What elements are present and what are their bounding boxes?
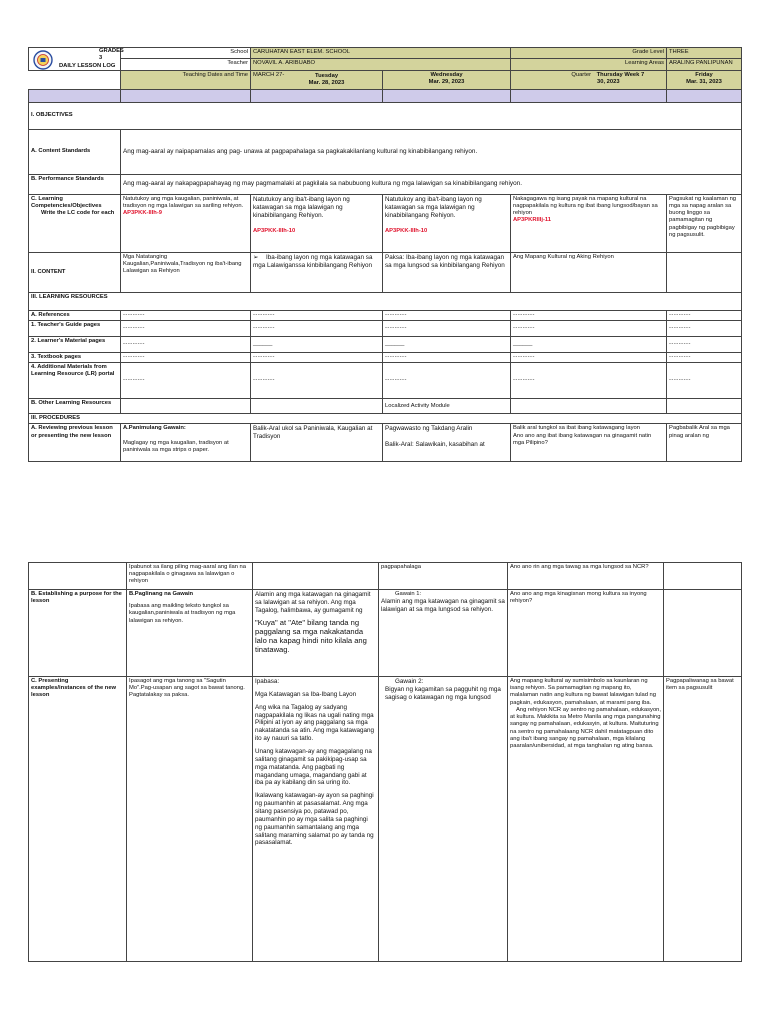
examples-wednesday: Gawain 2: Bigyan ng kagamitan sa pagguhit ng mga sagisag o katawagan ng mga lungsod	[379, 677, 508, 962]
learning-resources-heading: III. LEARNING RESOURCES	[29, 292, 742, 310]
competency-wednesday: Natutukoy ang iba't-ibang layon ng katawagan sa mga lalawigan ng kinabibilangang Rehiyon. AP3PKK-IIIh-10	[383, 194, 511, 252]
examples-monday: Ipasagot ang mga tanong sa "Sagutin Mo".Pag-usapan ang sagot sa bawat tanong. Pagtatalakay sa paksa.	[127, 677, 253, 962]
review-tuesday: Balik-Aral ukol sa Paniniwala, Kaugalian at Tradisyon	[251, 424, 383, 462]
examples-friday: Pagpapaliwanag sa bawat item sa pagsusulit	[664, 677, 742, 962]
review-monday: A.Panimulang Gawain: Maglagay ng mga kaugalian, tradisyon at paniniwala sa mga strips o paper.	[121, 424, 251, 462]
content-label: II. CONTENT	[29, 252, 121, 292]
other-resources-wednesday: Localized Activity Module	[383, 399, 511, 414]
arrow-bullet-icon: ➢	[253, 253, 259, 261]
content-wednesday: Paksa: Iba-ibang layon ng mga katawagan sa mga lungsod sa kinbibilangang Rehiyon	[383, 252, 511, 292]
learning-areas-label: Learning Areas	[511, 59, 667, 71]
competency-tuesday: Natutukoy ang iba't-ibang layon ng katawagan sa mga lalawigan ng kinabibilangang Rehiyon. AP3PKK-IIIh-10	[251, 194, 383, 252]
grade-level-label: Grade Level	[511, 48, 667, 59]
additional-materials-label: 4. Additional Materials from Learning Resource (LR) portal	[29, 363, 121, 399]
quarter-cell: Quarter Thursday Week 7 30, 2023	[511, 71, 667, 90]
wednesday-header: Wednesday Mar. 29, 2023	[383, 71, 511, 90]
content-monday: Mga Natatanging Kaugalian,Paniniwala,Tradisyon ng iba't-ibang Lalawigan sa Rehiyon	[121, 252, 251, 292]
deped-logo-cell	[29, 48, 124, 71]
competency-monday: Natutukoy ang mga kaugalian, paniniwala, at tradisyon ng mga lalawigan sa sariling rehiyon. AP3PKK-IIIh-9	[121, 194, 251, 252]
textbook-pages-label: 3. Textbook pages	[29, 352, 121, 362]
review-continued-monday: Ipabunot sa ilang piling mag-aaral ang ilan na nagpapakilala o ginagawa sa lalawigan o rehiyon	[127, 563, 253, 590]
dll-table-page-2	[28, 562, 742, 962]
review-wednesday: Pagwawasto ng Takdang Aralin Balik-Aral: Salawikain, kasabihan at	[383, 424, 511, 462]
examples-tuesday: Ipabasa: Mga Katawagan sa Iba-Ibang Layon Ang wika na Tagalog ay sadyang nagpapakilala ng likas na ugali nating mga Pilipini at iyon ay ang paggalang sa mga nakatatanda sa atin. Ang mga katawagang ito ay nauuri sa tatlo. Unang katawagan-ay ang magagalang na salitang ginagamit sa pakikipag-usap sa mga matatanda. Ang pagbati ng magandang umaga, magandang gabi at iba pa ay kabilang din sa uring ito. Ikalawang katawagan-ay ayon sa paghingi ng paumanhin at pasasalamat. Ang mga sitang pasensiya po, patawad po, paumanhin po ay mga salita sa paghingi ng paumanhin samantalang ang mga salitang maraming salamat po ay tanda ng pasasalamat.	[253, 677, 379, 962]
friday-header: Friday Mar. 31, 2023	[667, 71, 742, 90]
content-thursday: Ang Mapang Kultural ng Aking Rehiyon	[511, 252, 667, 292]
content-tuesday: ➢ Iba-ibang layon ng mga katawagan sa mga Lalawiganssa kinbibilangang Rehiyon	[251, 252, 383, 292]
deped-seal-icon	[33, 50, 53, 70]
references-label: A. References	[29, 310, 121, 320]
establishing-purpose-label: B. Establishing a purpose for the lesson	[29, 590, 127, 677]
teacher-value: NOVAVIL A. ARIBUABO	[251, 59, 511, 71]
objectives-heading: I. OBJECTIVES	[29, 102, 742, 129]
competency-thursday: Nakagagawa ng isang payak na mapang kultural na nagpapakilala ng kultura ng ibat ibang lungsod/bayan sa rehiyon AP3PKRIIIj-11	[511, 194, 667, 252]
learning-areas-value: ARALING PANLIPUNAN	[667, 59, 742, 71]
teaching-dates-value: MARCH 27- Tuesday Mar. 28, 2023	[251, 71, 383, 90]
presenting-examples-label: C. Presenting examples/instances of the new lesson	[29, 677, 127, 962]
examples-thursday: Ang mapang kultural ay sumisimbolo sa kaunlaran ng isang rehiyon. Sa pamamagitan ng mapang ito, malalaman natin ang kultura ng bawat lalawigan tulad ng pagkain, edukasyon, pamahalaan, at marami pang iba. Ang rehiyon NCR ay sentro ng pamahalaan, edukasyon, at kultura. Makikita sa Metro Manila ang mga pangunahing sangay ng pamahalaan, edukasyin, at kultura. Maituturing na sentro ng pamahalaang NCR dahil matatagpuan dito ang iba't ibang sangay ng pamahalaan, mga kilalang paaralan/unibersidad, at mga tanghalan ng ating bansa.	[508, 677, 664, 962]
grade-title: GRADES 3	[99, 48, 124, 62]
performance-standards-text: Ang mag-aaral ay nakapagpapahayag ng may pagmamalaki at pagkilala sa nabubuong kultura ng mga lalawigan sa kinabibilangang rehiyon.	[121, 174, 742, 194]
learners-material-label: 2. Learner's Material pages	[29, 336, 121, 352]
procedures-heading: III. PROCEDURES	[29, 414, 742, 424]
performance-standards-label: B. Performance Standards	[29, 174, 121, 194]
review-thursday: Balik aral tungkol sa ibat ibang katawagang layon Ano ano ang ibat ibang katawagan na ginagamit natin mga Pilipino?	[511, 424, 667, 462]
school-value: CARUHATAN EAST ELEM. SCHOOL	[251, 48, 511, 59]
review-friday: Pagbabalik Aral sa mga pinag aralan ng	[667, 424, 742, 462]
tuesday-header: Tuesday Mar. 28, 2023	[308, 73, 345, 87]
blank-header-cell	[29, 71, 121, 90]
purpose-tuesday: Alamin ang mga katawagan na ginagamit sa lalawigan at sa rehiyon. Ang mga Tagalog, halimbawa, ay gumagamit ng "Kuya" at "Ate" bilang tanda ng paggalang sa mga nakakatanda lalo na kapag hindi nito kilala ang tinatawag.	[253, 590, 379, 677]
purpose-thursday: Ano ano ang mga kinagisnan mong kultura sa inyong rehiyon?	[508, 590, 664, 677]
purpose-wednesday: Gawain 1: Alamin ang mga katawagan na ginagamit sa lalawigan at sa mga lungsod sa rehiyon.	[379, 590, 508, 677]
reviewing-lesson-label: A. Reviewing previous lesson or presenting the new lesson	[29, 424, 121, 462]
content-standards-label: A. Content Standards	[29, 129, 121, 174]
teaching-dates-label: Teaching Dates and Time	[121, 71, 251, 90]
teacher-label: Teacher	[121, 59, 251, 71]
purpose-monday: B.Paglinang na Gawain Ipabasa ang maikling teksto tungkol sa kaugalian,paniniwala at tradisyon ng mga lalawigan sa rehiyon.	[127, 590, 253, 677]
content-standards-text: Ang mag-aaral ay naipapamalas ang pag- unawa at pagpapahalaga sa pagkakakilanlang kultural ng kinabibilangang rehiyon.	[121, 129, 742, 174]
school-label: School	[121, 48, 251, 59]
other-resources-label: B. Other Learning Resources	[29, 399, 121, 414]
grade-level-value: THREE	[667, 48, 742, 59]
dll-table-page-1: GRADES 3 DAILY LESSON LOG School CARUHATAN EAST ELEM. SCHOOL Grade Level THREE Teacher NOVAVIL A. ARIBUABO Learning Areas ARALING PANLIPUNAN Teaching Dates and Time MARCH 27- Tuesday Mar. 28, 2023 Wednesday Mar. 29, 2023 Quarter Thursday Week 7 30, 2023 Friday Mar. 31, 2023 I. OBJECTIVES A. Content Standards Ang mag-aaral ay naipapamalas ang pag- unawa at pagpapahalaga sa pagkakakilanlang kultural ng kinabibilangang rehiyon. B. Performance Standards Ang mag-aaral ay nakapagpapahayag ng may pagmamalaki at pagkilala sa nabubuong kultura ng mga lalawigan sa kinabibilangang rehiyon. C. Learning Competencies/Objectives Write the LC code for each Natutukoy ang mga kaugalian, paniniwala, at tradisyon ng mga lalawigan sa sariling rehiyon. AP3PKK-IIIh-9 Natutukoy ang iba't-ibang layon ng katawagan sa mga lalawigan ng kinabibilangang Rehiyon. AP3PKK-IIIh-10 Natutukoy ang iba't-ibang layon ng katawagan sa mga lalawigan ng kinabibilangang Rehiyon. AP3PKK-IIIh-10 Nakagagawa ng isang payak na mapang kultural na nagpapakilala ng kultura ng ibat ibang lungsod/bayan sa rehiyon AP3PKRIIIj-11 Pagsukat ng kaalaman ng mga sa napag aralan sa buong linggo sa pamamagitan ng pagbibigay ng pagbibigay ng pagsusulit. II. CONTENT Mga Natatanging Kaugalian,Paniniwala,Tradisyon ng iba't-ibang Lalawigan sa Rehiyon ➢ Iba-ibang layon ng mga katawagan sa mga Lalawiganssa kinbibilangang Rehiyon Paksa: Iba-ibang layon ng mga katawagan sa mga lungsod sa kinbibilangang Rehiyon Ang Mapang Kultural ng Aking Rehiyon III. LEARNING RESOURCES A. References --------- --------- --------- --------- --------- 1. Teacher's Guide pages --------- --------- --------- --------- --------- 2. Learner's Material pages --------- ______ ______ ______ --------- 3. Textbook pages --------- --------- --------- --------- --------- 4. Additional Materials from Learning Resource (LR) portal --------- --------- --------- --------- --------- B. Other Learning Resources Localized Activity Module III. PROCEDURES A. Reviewing previous lesson or presenting the new lesson A.Panimulang Gawain: Maglagay ng mga kaugalian, tradisyon at paniniwala sa mga strips o paper. Balik-Aral ukol sa Paniniwala, Kaugalian at Tradisyon Pagwawasto ng Takdang Aralin Balik-Aral: Salawikain, kasabihan at Balik aral tungkol sa ibat ibang katawagang layon Ano ano ang ibat ibang katawagan na ginagamit natin mga Pilipino? Pagbabalik Aral sa mga pinag aralan ng	[28, 47, 742, 462]
teachers-guide-label: 1. Teacher's Guide pages	[29, 320, 121, 336]
review-continued-wednesday: pagpapahalaga	[379, 563, 508, 590]
review-continued-thursday: Ano ano rin ang mga tawag sa mga lungsod sa NCR?	[508, 563, 664, 590]
dll-title: DAILY LESSON LOG	[59, 63, 116, 69]
competencies-label: C. Learning Competencies/Objectives Write the LC code for each	[29, 194, 121, 252]
competency-friday: Pagsukat ng kaalaman ng mga sa napag aralan sa buong linggo sa pamamagitan ng pagbibigay ng pagbibigay ng pagsusulit.	[667, 194, 742, 252]
